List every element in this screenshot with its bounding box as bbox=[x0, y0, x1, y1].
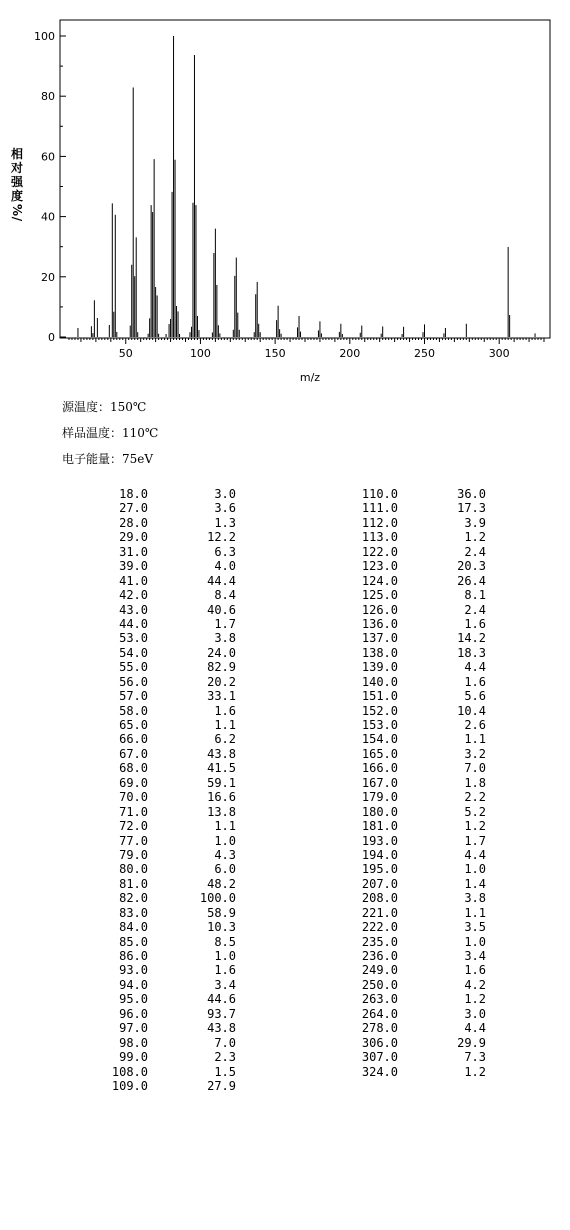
y-axis-label-char: 度 bbox=[10, 189, 24, 203]
abundance-value: 3.4 bbox=[214, 977, 236, 992]
peak-table-row bbox=[330, 617, 490, 631]
mz-value: 324.0 bbox=[361, 1064, 398, 1079]
mz-value: 122.0 bbox=[361, 544, 398, 559]
x-tick-label: 250 bbox=[414, 347, 435, 360]
peak-table-row bbox=[330, 530, 490, 544]
peak-table-row bbox=[80, 718, 240, 732]
mz-value: 66.0 bbox=[119, 732, 148, 747]
abundance-value: 3.6 bbox=[214, 501, 236, 516]
y-axis-label-char: / bbox=[10, 216, 24, 222]
mz-value: 28.0 bbox=[119, 515, 148, 530]
peak-table-row bbox=[80, 559, 240, 573]
abundance-value: 1.2 bbox=[464, 530, 486, 545]
mz-value: 278.0 bbox=[361, 1021, 398, 1036]
abundance-value: 100.0 bbox=[199, 891, 236, 906]
peak-table-left bbox=[80, 487, 240, 1093]
abundance-value: 1.2 bbox=[464, 819, 486, 834]
peak-table-row bbox=[330, 732, 490, 746]
abundance-value: 8.1 bbox=[464, 588, 486, 603]
mz-value: 195.0 bbox=[361, 862, 398, 877]
mz-value: 152.0 bbox=[361, 703, 398, 718]
peak-table-row bbox=[330, 747, 490, 761]
x-tick-label: 50 bbox=[118, 347, 133, 360]
mz-value: 110.0 bbox=[361, 487, 398, 501]
abundance-value: 13.8 bbox=[207, 804, 236, 819]
mz-value: 39.0 bbox=[119, 559, 148, 574]
peak-table-row bbox=[330, 963, 490, 977]
abundance-value: 27.9 bbox=[207, 1078, 236, 1093]
peak-table-row bbox=[80, 646, 240, 660]
abundance-value: 1.1 bbox=[214, 819, 236, 834]
abundance-value: 3.5 bbox=[464, 920, 486, 935]
peak-table-row bbox=[80, 1021, 240, 1035]
abundance-value: 1.7 bbox=[464, 833, 486, 848]
abundance-value: 1.1 bbox=[464, 732, 486, 747]
abundance-value: 1.6 bbox=[464, 616, 486, 631]
mz-value: 31.0 bbox=[119, 544, 148, 559]
abundance-value: 1.6 bbox=[214, 703, 236, 718]
abundance-value: 4.4 bbox=[464, 660, 486, 675]
peak-table-row bbox=[330, 920, 490, 934]
peak-table-row bbox=[80, 1036, 240, 1050]
mz-value: 93.0 bbox=[119, 963, 148, 978]
mz-value: 95.0 bbox=[119, 992, 148, 1007]
mz-value: 29.0 bbox=[119, 530, 148, 545]
abundance-value: 1.0 bbox=[214, 949, 236, 963]
peak-table-row bbox=[80, 588, 240, 602]
peak-table-row bbox=[80, 935, 240, 949]
mz-value: 41.0 bbox=[119, 573, 148, 588]
mz-value: 124.0 bbox=[361, 573, 398, 588]
abundance-value: 1.3 bbox=[214, 515, 236, 530]
abundance-value: 6.0 bbox=[214, 862, 236, 877]
peak-table-row bbox=[330, 819, 490, 833]
abundance-value: 1.0 bbox=[464, 934, 486, 949]
peak-table-row bbox=[330, 1036, 490, 1050]
abundance-value: 5.6 bbox=[464, 689, 486, 704]
abundance-value: 18.3 bbox=[457, 645, 486, 660]
mz-value: 263.0 bbox=[361, 992, 398, 1007]
abundance-value: 4.4 bbox=[464, 1021, 486, 1036]
mz-value: 125.0 bbox=[361, 588, 398, 603]
mz-value: 83.0 bbox=[119, 905, 148, 920]
peak-table-row bbox=[80, 675, 240, 689]
abundance-value: 8.5 bbox=[214, 934, 236, 949]
abundance-value: 2.4 bbox=[464, 602, 486, 617]
peak-table-row bbox=[330, 862, 490, 876]
peak-table-row bbox=[330, 1007, 490, 1021]
abundance-value: 3.9 bbox=[464, 515, 486, 530]
mz-value: 194.0 bbox=[361, 847, 398, 862]
abundance-value: 3.0 bbox=[214, 487, 236, 501]
abundance-value: 2.3 bbox=[214, 1050, 236, 1065]
mass-spectrum-chart bbox=[0, 0, 570, 390]
abundance-value: 8.4 bbox=[214, 588, 236, 603]
peak-table-row bbox=[80, 862, 240, 876]
peak-table-row bbox=[80, 805, 240, 819]
mz-value: 151.0 bbox=[361, 689, 398, 704]
mz-value: 70.0 bbox=[119, 790, 148, 805]
abundance-value: 1.2 bbox=[464, 992, 486, 1007]
peak-table-row bbox=[330, 574, 490, 588]
peak-table-row bbox=[80, 487, 240, 501]
mz-value: 153.0 bbox=[361, 718, 398, 732]
mz-value: 72.0 bbox=[119, 819, 148, 834]
peak-table-row bbox=[80, 834, 240, 848]
abundance-value: 16.6 bbox=[207, 790, 236, 805]
peak-table-row bbox=[330, 631, 490, 645]
peak-table-row bbox=[330, 877, 490, 891]
peak-table-row bbox=[80, 747, 240, 761]
peak-table-row bbox=[80, 545, 240, 559]
y-tick-label: 80 bbox=[41, 90, 55, 104]
peak-table-row bbox=[330, 935, 490, 949]
abundance-value: 3.4 bbox=[464, 949, 486, 963]
mz-value: 82.0 bbox=[119, 891, 148, 906]
abundance-value: 6.2 bbox=[214, 732, 236, 747]
abundance-value: 3.8 bbox=[464, 891, 486, 906]
abundance-value: 10.3 bbox=[207, 920, 236, 935]
mz-value: 58.0 bbox=[119, 703, 148, 718]
abundance-value: 3.0 bbox=[464, 1006, 486, 1021]
peak-table-row bbox=[80, 574, 240, 588]
mz-value: 140.0 bbox=[361, 674, 398, 689]
peak-table-row bbox=[80, 761, 240, 775]
mz-value: 77.0 bbox=[119, 833, 148, 848]
abundance-value: 1.0 bbox=[464, 862, 486, 877]
peak-table-row bbox=[330, 906, 490, 920]
mz-value: 180.0 bbox=[361, 804, 398, 819]
mz-value: 249.0 bbox=[361, 963, 398, 978]
abundance-value: 14.2 bbox=[457, 631, 486, 646]
abundance-value: 40.6 bbox=[207, 602, 236, 617]
mz-value: 57.0 bbox=[119, 689, 148, 704]
peak-table-row bbox=[80, 992, 240, 1006]
mz-value: 94.0 bbox=[119, 977, 148, 992]
y-tick-label: 100 bbox=[34, 30, 55, 43]
peak-table-row bbox=[80, 501, 240, 515]
mz-value: 139.0 bbox=[361, 660, 398, 675]
abundance-value: 24.0 bbox=[207, 645, 236, 660]
abundance-value: 2.2 bbox=[464, 790, 486, 805]
mz-value: 55.0 bbox=[119, 660, 148, 675]
mz-value: 86.0 bbox=[119, 949, 148, 963]
peak-table-row bbox=[330, 487, 490, 501]
peak-table-row bbox=[80, 776, 240, 790]
abundance-value: 2.6 bbox=[464, 718, 486, 732]
mz-value: 109.0 bbox=[111, 1078, 148, 1093]
mz-value: 18.0 bbox=[119, 487, 148, 501]
x-tick-label: 150 bbox=[264, 347, 286, 360]
abundance-value: 20.2 bbox=[207, 674, 236, 689]
y-axis-label-char: % bbox=[10, 203, 24, 217]
abundance-value: 26.4 bbox=[457, 573, 486, 588]
mz-value: 97.0 bbox=[119, 1021, 148, 1036]
abundance-value: 33.1 bbox=[207, 689, 236, 704]
mz-value: 27.0 bbox=[119, 501, 148, 516]
peak-table-row bbox=[80, 819, 240, 833]
x-axis-label: m/z bbox=[299, 371, 321, 384]
abundance-value: 6.3 bbox=[214, 544, 236, 559]
peak-table-row bbox=[80, 877, 240, 891]
peak-table-row bbox=[330, 790, 490, 804]
peak-table-row bbox=[330, 949, 490, 963]
mz-value: 221.0 bbox=[361, 905, 398, 920]
abundance-value: 59.1 bbox=[207, 775, 236, 790]
mz-value: 84.0 bbox=[119, 920, 148, 935]
mz-value: 44.0 bbox=[119, 616, 148, 631]
abundance-value: 44.4 bbox=[207, 573, 236, 588]
mz-value: 123.0 bbox=[361, 559, 398, 574]
abundance-value: 1.7 bbox=[214, 616, 236, 631]
mz-value: 167.0 bbox=[361, 775, 398, 790]
y-axis-label-char: 强 bbox=[10, 175, 24, 189]
mz-value: 71.0 bbox=[119, 804, 148, 819]
peak-table-row bbox=[80, 891, 240, 905]
mz-value: 154.0 bbox=[361, 732, 398, 747]
mz-value: 264.0 bbox=[361, 1006, 398, 1021]
mz-value: 307.0 bbox=[361, 1050, 398, 1065]
mz-value: 193.0 bbox=[361, 833, 398, 848]
mz-value: 42.0 bbox=[119, 588, 148, 603]
y-axis-label-char: 对 bbox=[10, 161, 24, 175]
abundance-value: 3.2 bbox=[464, 746, 486, 761]
peak-table-row bbox=[80, 530, 240, 544]
abundance-value: 1.6 bbox=[464, 674, 486, 689]
abundance-value: 17.3 bbox=[457, 501, 486, 516]
electron-energy: 电子能量：75eV bbox=[62, 452, 154, 466]
peak-table-row bbox=[330, 516, 490, 530]
peak-table-row bbox=[80, 603, 240, 617]
abundance-value: 20.3 bbox=[457, 559, 486, 574]
y-axis-label bbox=[10, 146, 24, 222]
peak-table-row bbox=[80, 949, 240, 963]
y-tick-label: 60 bbox=[41, 150, 55, 164]
abundance-value: 58.9 bbox=[207, 905, 236, 920]
peak-table-row bbox=[330, 891, 490, 905]
y-axis bbox=[34, 30, 66, 344]
mz-value: 136.0 bbox=[361, 616, 398, 631]
x-tick-label: 100 bbox=[189, 347, 211, 360]
mz-value: 108.0 bbox=[111, 1064, 148, 1079]
y-tick-label: 20 bbox=[41, 270, 55, 284]
mz-value: 98.0 bbox=[119, 1035, 148, 1050]
x-axis bbox=[69, 338, 544, 360]
mz-value: 306.0 bbox=[361, 1035, 398, 1050]
peak-table-row bbox=[330, 704, 490, 718]
peak-table-row bbox=[330, 1050, 490, 1064]
abundance-value: 7.0 bbox=[214, 1035, 236, 1050]
abundance-value: 7.0 bbox=[464, 761, 486, 776]
peak-table-row bbox=[80, 1007, 240, 1021]
abundance-value: 41.5 bbox=[207, 761, 236, 776]
mz-value: 53.0 bbox=[119, 631, 148, 646]
abundance-value: 36.0 bbox=[457, 487, 486, 501]
mz-value: 235.0 bbox=[361, 934, 398, 949]
peak-table-row bbox=[330, 776, 490, 790]
peak-table-row bbox=[80, 617, 240, 631]
mz-value: 113.0 bbox=[361, 530, 398, 545]
mz-value: 112.0 bbox=[361, 515, 398, 530]
source-temperature: 源温度：150℃ bbox=[62, 400, 147, 414]
peak-table-row bbox=[80, 732, 240, 746]
abundance-value: 12.2 bbox=[207, 530, 236, 545]
peak-table-row bbox=[330, 1065, 490, 1079]
abundance-value: 44.6 bbox=[207, 992, 236, 1007]
mz-value: 126.0 bbox=[361, 602, 398, 617]
mz-value: 99.0 bbox=[119, 1050, 148, 1065]
abundance-value: 1.2 bbox=[464, 1064, 486, 1079]
peak-table-row bbox=[80, 906, 240, 920]
y-tick-label: 0 bbox=[48, 331, 55, 344]
peak-table-row bbox=[80, 963, 240, 977]
mz-value: 138.0 bbox=[361, 645, 398, 660]
abundance-value: 93.7 bbox=[207, 1006, 236, 1021]
peak-table-row bbox=[80, 689, 240, 703]
abundance-value: 5.2 bbox=[464, 804, 486, 819]
mz-value: 181.0 bbox=[361, 819, 398, 834]
peak-bars bbox=[78, 36, 535, 337]
peak-table-row bbox=[330, 834, 490, 848]
mz-value: 65.0 bbox=[119, 718, 148, 732]
sample-temperature: 样品温度：110℃ bbox=[62, 426, 159, 440]
peak-table-row bbox=[330, 978, 490, 992]
abundance-value: 1.5 bbox=[214, 1064, 236, 1079]
abundance-value: 1.6 bbox=[464, 963, 486, 978]
mz-value: 56.0 bbox=[119, 674, 148, 689]
peak-table-row bbox=[80, 1079, 240, 1093]
mz-value: 250.0 bbox=[361, 977, 398, 992]
peak-table-row bbox=[80, 660, 240, 674]
abundance-value: 7.3 bbox=[464, 1050, 486, 1065]
peak-table-row bbox=[80, 790, 240, 804]
mz-value: 54.0 bbox=[119, 645, 148, 660]
x-tick-label: 200 bbox=[339, 347, 361, 360]
peak-table-row bbox=[80, 1065, 240, 1079]
peak-table-row bbox=[330, 1021, 490, 1035]
peak-table-row bbox=[330, 718, 490, 732]
abundance-value: 4.2 bbox=[464, 977, 486, 992]
peak-table-row bbox=[80, 631, 240, 645]
mz-value: 67.0 bbox=[119, 746, 148, 761]
abundance-value: 29.9 bbox=[457, 1035, 486, 1050]
abundance-value: 1.6 bbox=[214, 963, 236, 978]
peak-table-row bbox=[330, 646, 490, 660]
abundance-value: 1.0 bbox=[214, 833, 236, 848]
mz-value: 137.0 bbox=[361, 631, 398, 646]
peak-table-row bbox=[330, 559, 490, 573]
abundance-value: 48.2 bbox=[207, 876, 236, 891]
abundance-value: 1.8 bbox=[464, 775, 486, 790]
x-tick-label: 300 bbox=[488, 347, 510, 360]
mz-value: 79.0 bbox=[119, 847, 148, 862]
peak-table-right bbox=[330, 487, 490, 1079]
abundance-value: 4.0 bbox=[214, 559, 236, 574]
peak-table-row bbox=[80, 1050, 240, 1064]
peak-table-row bbox=[330, 805, 490, 819]
mz-value: 68.0 bbox=[119, 761, 148, 776]
y-tick-label: 40 bbox=[41, 210, 55, 224]
peak-table-row bbox=[330, 761, 490, 775]
mz-value: 69.0 bbox=[119, 775, 148, 790]
peak-table-row bbox=[330, 588, 490, 602]
abundance-value: 4.4 bbox=[464, 847, 486, 862]
abundance-value: 3.8 bbox=[214, 631, 236, 646]
peak-table-row bbox=[80, 516, 240, 530]
mz-value: 80.0 bbox=[119, 862, 148, 877]
peak-table-row bbox=[330, 675, 490, 689]
peak-table-row bbox=[330, 660, 490, 674]
mz-value: 236.0 bbox=[361, 949, 398, 963]
peak-table-row bbox=[330, 848, 490, 862]
mz-value: 208.0 bbox=[361, 891, 398, 906]
mz-value: 222.0 bbox=[361, 920, 398, 935]
abundance-value: 82.9 bbox=[207, 660, 236, 675]
abundance-value: 1.1 bbox=[214, 718, 236, 732]
peak-table-row bbox=[330, 545, 490, 559]
abundance-value: 1.4 bbox=[464, 876, 486, 891]
abundance-value: 43.8 bbox=[207, 746, 236, 761]
peak-table-row bbox=[330, 603, 490, 617]
mz-value: 166.0 bbox=[361, 761, 398, 776]
abundance-value: 43.8 bbox=[207, 1021, 236, 1036]
mz-value: 43.0 bbox=[119, 602, 148, 617]
abundance-value: 10.4 bbox=[457, 703, 486, 718]
mz-value: 179.0 bbox=[361, 790, 398, 805]
mz-value: 111.0 bbox=[361, 501, 398, 516]
abundance-value: 2.4 bbox=[464, 544, 486, 559]
peak-table-row bbox=[80, 704, 240, 718]
peak-table-row bbox=[330, 689, 490, 703]
y-axis-label-char: 相 bbox=[10, 147, 24, 161]
mz-value: 96.0 bbox=[119, 1006, 148, 1021]
abundance-value: 4.3 bbox=[214, 847, 236, 862]
abundance-value: 1.1 bbox=[464, 905, 486, 920]
mz-value: 165.0 bbox=[361, 746, 398, 761]
peak-table-row bbox=[330, 992, 490, 1006]
peak-table-row bbox=[330, 501, 490, 515]
mz-value: 207.0 bbox=[361, 876, 398, 891]
mz-value: 81.0 bbox=[119, 876, 148, 891]
peak-table-row bbox=[80, 848, 240, 862]
peak-table-row bbox=[80, 920, 240, 934]
mz-value: 85.0 bbox=[119, 934, 148, 949]
peak-table-row bbox=[80, 978, 240, 992]
